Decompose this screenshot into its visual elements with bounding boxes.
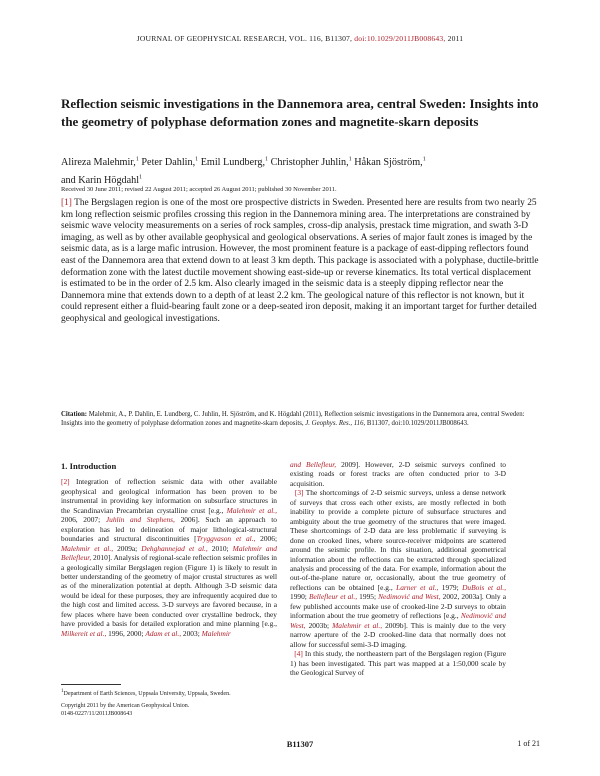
footnote-divider <box>61 684 121 685</box>
citation-link[interactable]: Nedimović and West, <box>378 592 441 602</box>
article-id: B11307 <box>286 739 314 749</box>
intro-paragraph-3: [4] In this study, the northeastern part of the Bergslagen region (Figure 1) has been investigated. This part was mapped at a 1:50,000 scale by the Geological Survey of <box>290 649 506 677</box>
citation-link[interactable]: DuBois et al., <box>462 582 506 592</box>
citation-text: Malehmir, A., P. Dahlin, E. Lundberg, C. Juhlin, H. Sjöström, and K. Högdahl (2011), Reflection seismic investigations in the Dannemora area, central Sweden: Insights into the geometry of polyphase deformation zones and magnetite-skarn deposits, <box>61 411 525 428</box>
intro-paragraph-1: [2] Integration of reflection seismic data with other available geophysical and geological information has been proven to be instrumental in providing key information on subsurface structures in the Scandinavian Precambrian crystalline crust [e.g., Malehmir et al., 2006, 2007; Juhlin and Stephens, 2006]. Such an approach to exploration has led to delineation of major lithological-structural boundaries and structural discontinuities [Tryggvason et al., 2006; Malehmir et al., 2009a; Dehghannejad et al., 2010; Malehmir and Bellefleur, 2010]. Analysis of regional-scale reflection seismic profiles in a geologically similar Bergslagen region (Figure 1) is likely to result in better understanding of the geometry of major crustal structures as well as of the mineralization potential at depth. Although 3-D seismic data would be ideal for these purposes, they are infrequently acquired due to the high cost and limited access. 3-D surveys are favored because, in a few places where have been conducted over crystalline bedrock, they have provided a basis for detailed exploration and mine planning [e.g., Milkereit et al., 1996, 2000; Adam et al., 2003; Malehmir <box>61 477 277 638</box>
citation-link[interactable]: Malehmir <box>201 628 231 638</box>
copyright-notice: Copyright 2011 by the American Geophysical Union. 0148-0227/11/2011JB008643 <box>61 703 190 717</box>
paragraph-marker[interactable]: [3] <box>294 488 304 498</box>
citation-link[interactable]: Malehmir and Bellefleur, <box>61 543 277 563</box>
citation-link[interactable]: Larner et al., <box>396 582 439 592</box>
citation-link[interactable]: Malehmir et al., <box>332 620 383 630</box>
abstract-text: The Bergslagen region is one of the most ore prospective districts in Sweden. Presented here are results from two nearly 25 km long reflection seismic profiles crossing this region in the Dannemora mining area. The interpretations are constrained by seismic wave velocity measurements on a series of rock samples, cross-dip analysis, prestack time migration, and swath 3-D imaging, as well as by other available geophysical and geological observations. A series of major fault zones is imaged by the seismic data, as is a large mafic intrusion. However, the most prominent feature is a package of east-dipping reflectors found east of the Dannemora area that extend down to at least 3 km depth. This package is associated with a polyphase, ductile-brittle deformation zone with the latest ductile movement showing east-side-up or reverse kinematics. Its total vertical displacement is estimated to be in the order of 2.5 km. Also clearly imaged in the seismic data is a steeply dipping reflector near the Dannemora mine that extends down to a depth of at least 2.2 km. The geological nature of this reflector is not known, but it could represent either a fluid-bearing fault zone or a deep-seated iron deposit, making it an important target for further detailed geophysical and geological investigations. <box>61 198 539 324</box>
header-year: 2011 <box>447 34 464 43</box>
doi-link[interactable]: doi:10.1029/2011JB008643, <box>354 34 446 43</box>
author: Alireza Malehmir,$^1$ <box>61 157 139 169</box>
paragraph-marker[interactable]: [2] <box>61 477 70 487</box>
affiliation-footnote: $^1$Department of Earth Sciences, Uppsala University, Uppsala, Sweden. <box>61 689 231 697</box>
right-column <box>290 460 506 677</box>
citation-journal: J. Geophys. Res., 116, <box>305 420 366 428</box>
citation-link[interactable]: Malehmir et al., <box>61 543 114 553</box>
abstract <box>61 198 539 326</box>
received-dates: Received 30 June 2011; revised 22 August 2011; accepted 26 August 2011; published 30 November 2011. <box>61 186 337 193</box>
author: Christopher Juhlin,$^1$ <box>270 157 352 169</box>
author-list <box>61 153 541 188</box>
page-number: 1 of 21 <box>517 739 540 748</box>
left-column <box>61 462 277 638</box>
citation-link[interactable]: Milkereit et al., <box>61 628 107 638</box>
citation-link[interactable]: Nedimović and West, <box>290 611 506 630</box>
citation-label: Citation: <box>61 411 88 418</box>
citation-link[interactable]: Tryggvason et al., <box>196 534 256 544</box>
citation-link[interactable]: Adam et al., <box>145 628 182 638</box>
citation-link[interactable]: Malehmir et al., <box>226 505 277 515</box>
citation-link[interactable]: Bellefleur et al., <box>308 592 358 602</box>
intro-paragraph-2: [3] The shortcomings of 2-D seismic surveys, unless a dense network of surveys that cross each other exists, are mostly reflected in both inability to provide a complete picture of subsurface structures and ambiguity about the true geometry of the structures that were imaged. These shortcomings of 2-D data are less problematic if surveying is done on crooked lines, where source-receiver midpoints are scattered around the seismic profile. In this situation, additional geometrical information about the reflections can be extracted through specialized analysis and processing of the data. For example, information about the out-of-the-plane nature or, occasionally, about the true geometry of reflections can be obtained [e.g., Larner et al., 1979; DuBois et al., 1990; Bellefleur et al., 1995; Nedimović and West, 2002, 2003a]. Only a few published accounts make use of crooked-line 2-D surveys to obtain information about the true geometry of reflections [e.g., Nedimović and West, 2003b; Malehmir et al., 2009b]. This is mainly due to the very narrow aperture of the 2-D crooked-line data that normally does not allow for successful semi-3-D imaging. <box>290 488 507 649</box>
citation-tail: B11307, doi:10.1029/2011JB008643. <box>366 420 469 428</box>
author: and Karin Högdahl$^1$ <box>61 174 143 186</box>
intro-paragraph-1-continued: and Bellefleur, 2009]. However, 2-D seismic surveys confined to existing roads or forest tracks are often conducted prior to 3-D acquisition. <box>290 460 506 488</box>
running-header <box>0 34 600 43</box>
paragraph-marker[interactable]: [4] <box>294 649 303 659</box>
citation-link[interactable]: and Bellefleur, <box>290 460 337 469</box>
paragraph-marker[interactable]: [1] <box>61 198 72 208</box>
citation-link[interactable]: Juhlin and Stephens, <box>105 515 175 525</box>
section-heading: 1. Introduction <box>61 461 117 471</box>
author: Emil Lundberg,$^1$ <box>200 157 269 169</box>
citation-block <box>61 410 539 429</box>
author: Håkan Sjöström,$^1$ <box>354 157 426 169</box>
paper-title: Reflection seismic investigations in the Dannemora area, central Sweden: Insights into the geometry of polyphase deformation zones and magnetite-skarn deposits <box>61 96 539 129</box>
citation-link[interactable]: Dehghannejad et al., <box>141 543 208 553</box>
author: Peter Dahlin,$^1$ <box>141 157 199 169</box>
journal-line: JOURNAL OF GEOPHYSICAL RESEARCH, VOL. 116, B11307, <box>136 34 353 43</box>
